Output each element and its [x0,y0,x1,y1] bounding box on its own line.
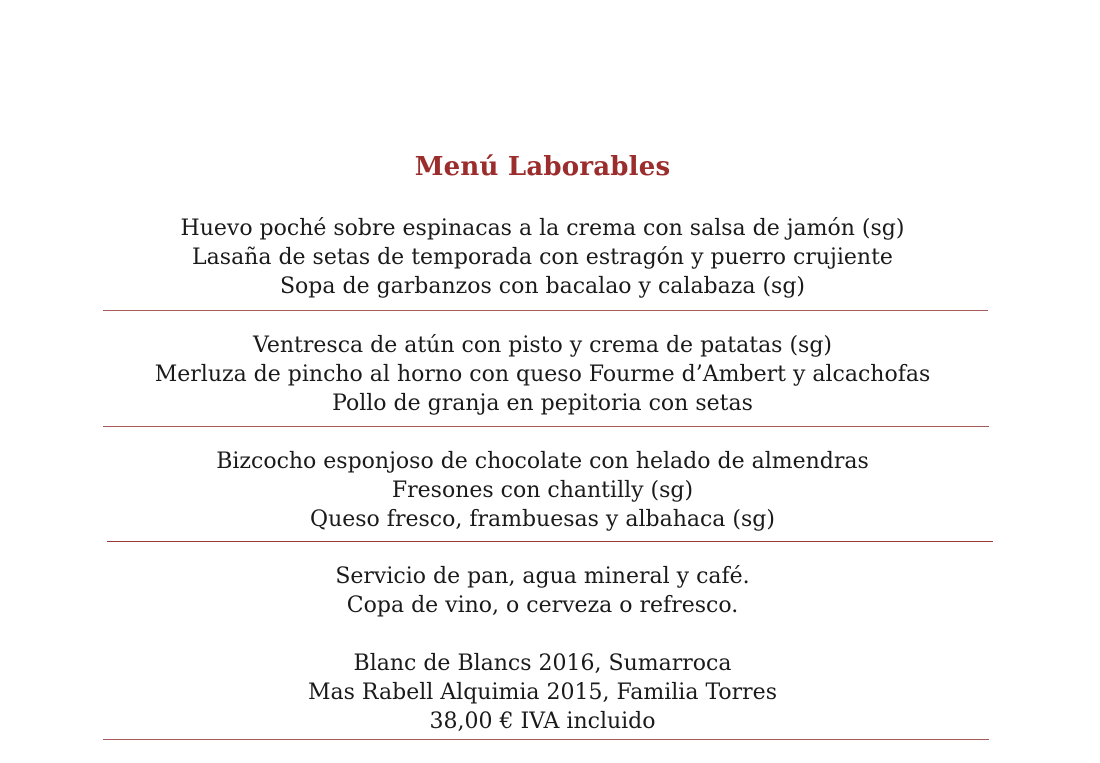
wine-item: Mas Rabell Alquimia 2015, Familia Torres [308,680,777,705]
wine-item: Blanc de Blancs 2016, Sumarroca [353,651,732,676]
dish-item: Ventresca de atún con pisto y crema de patatas (sg) [252,333,833,358]
mains-section [0,331,1085,418]
included-section [0,562,1085,736]
dish-item: Huevo poché sobre espinacas a la crema con salsa de jamón (sg) [180,216,905,241]
dish-item: Merluza de pincho al horno con queso Fourme d’Ambert y alcachofas [154,362,931,387]
included-item: Servicio de pan, agua mineral y café. [335,564,750,589]
menu-title: Menú Laborables [414,152,671,182]
section-divider [103,310,988,311]
dish-item: Sopa de garbanzos con bacalao y calabaza (sg) [279,274,805,299]
dish-item: Fresones con chantilly (sg) [391,478,694,503]
section-divider [103,426,989,427]
starters-section [0,214,1085,301]
price-label: 38,00 € IVA incluido [429,709,656,734]
dish-item: Lasaña de setas de temporada con estragón y puerro crujiente [192,245,893,270]
section-divider [107,541,993,542]
dish-item: Pollo de granja en pepitoria con setas [332,391,753,416]
desserts-section [0,447,1085,534]
section-divider [103,739,989,740]
included-item: Copa de vino, o cerveza o refresco. [346,593,739,618]
dish-item: Bizcocho esponjoso de chocolate con helado de almendras [216,449,869,474]
dish-item: Queso fresco, frambuesas y albahaca (sg) [310,507,775,532]
spacer [0,620,1085,649]
